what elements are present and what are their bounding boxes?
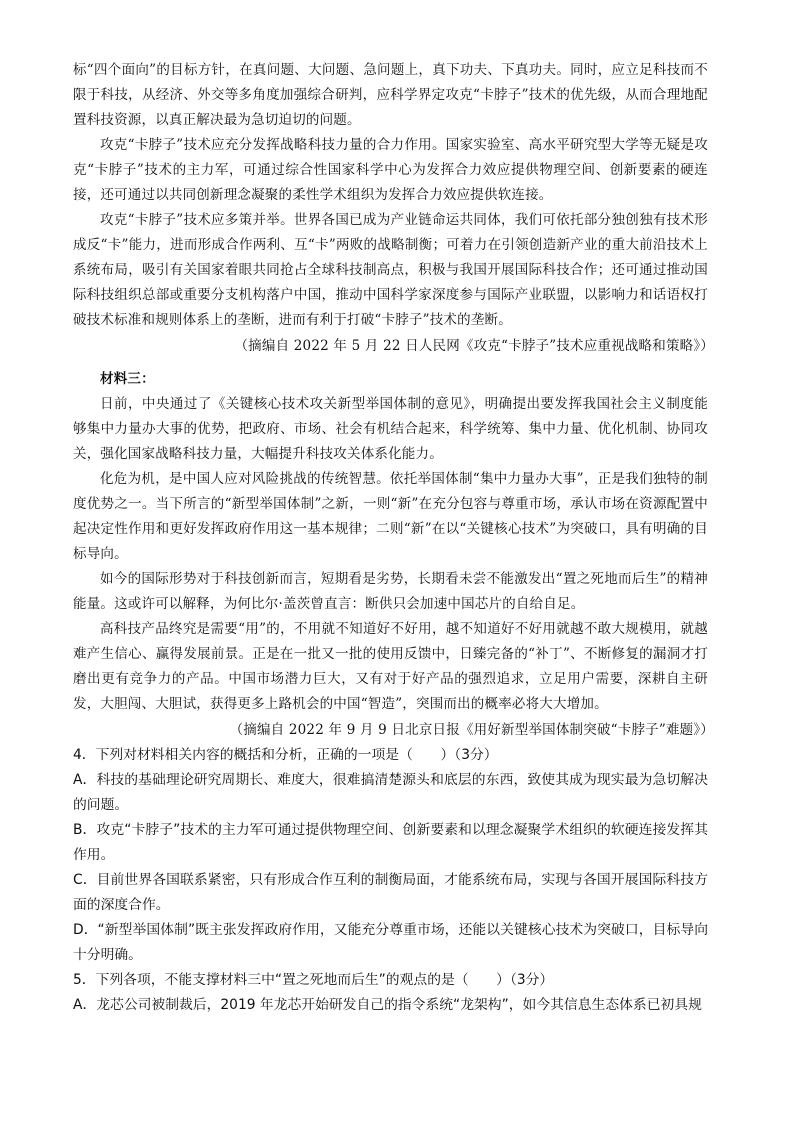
question-stem: 5．下列各项，不能支撑材料三中“置之死地而后生”的观点的是（ ）（3分） [73, 972, 554, 988]
paragraph: 标“四个面向”的目标方针，在真问题、大问题、急问题上，真下功夫、下真功夫。同时，应立足科技而不限于科技，从经济、外交等多角度加强综合研判，应科学界定攻克“卡脖子”技术的优先级，从而合理地配置科技资源，以真正解决最为急切迫切的问题。 [73, 62, 708, 128]
paragraph: 化危为机，是中国人应对风险挑战的传统智慧。依托举国体制“集中力量办大事”，正是我们独特的制度优势之一。当下所言的“新型举国体制”之新，一则“新”在充分包容与尊重市场，承认市场在资源配置中起决定性作用和更好发挥政府作用这一基本规律；二则“新”在以“关键核心技术”为突破口，具有明确的目标导向。 [73, 471, 708, 562]
answer-option-a: A．科技的基础理论研究周期长、难度大，很难搞清楚源头和底层的东西，致使其成为现实最为急切解决的问题。 [73, 772, 708, 813]
paragraph: 攻克“卡脖子”技术应充分发挥战略科技力量的合力作用。国家实验室、高水平研究型大学等无疑是攻克“卡脖子”技术的主力军，可通过综合性国家科学中心为发挥合力效应提供物理空间、创新要素的硬连接，还可通过以共同创新理念凝聚的柔性学术组织为发挥合力效应提供软连接。 [73, 137, 708, 203]
question-five [73, 968, 708, 1018]
question-stem: 4．下列对材料相关内容的概括和分析，正确的一项是（ ）（3分） [73, 747, 498, 763]
material-two-section [73, 58, 714, 359]
paragraph: 攻克“卡脖子”技术应多策并举。世界各国已成为产业链命运共同体，我们可依托部分独创独有技术形成反“卡”能力，进而形成合作两利、互“卡”两败的战略制衡；可着力在引领创造新产业的重大前沿技术上系统布局，吸引有关国家着眼共同抢占全球科技制高点，积极与我国开展国际科技合作；还可通过推动国际科技组织总部或重要分支机构落户中国，推动中国科学家深度参与国际产业联盟，以影响力和话语权打破技术标准和规则体系上的垄断，进而有利于打破“卡脖子”技术的垄断。 [73, 212, 708, 328]
answer-option-b: B．攻克“卡脖子”技术的主力军可通过提供物理空间、创新要素和以理念凝聚学术组织的软硬连接发挥其作用。 [73, 822, 708, 863]
source-citation: （摘编自 2022 年 5 月 22 日人民网《攻克“卡脖子”技术应重视战略和策略》） [234, 338, 714, 354]
source-citation: （摘编自 2022 年 9 月 9 日北京日报《用好新型举国体制突破“卡脖子”难题》） [229, 722, 714, 738]
paragraph: 高科技产品终究是需要“用”的，不用就不知道好不好用，越不知道好不好用就越不敢大规模用，就越难产生信心、赢得发展前景。正是在一批又一批的使用反馈中，日臻完备的“补丁”、不断修复的漏洞才打磨出更有竞争力的产品。中国市场潜力巨大，又有对于好产品的强烈追求，立足用户需要，深耕自主研发，大胆闯、大胆试，获得更多上路机会的中国“智造”，突围而出的概率必将大大增加。 [73, 621, 708, 712]
answer-option-d: D．“新型举国体制”既主张发挥政府作用，又能充分尊重市场，还能以关键核心技术为突破口，目标导向十分明确。 [73, 922, 708, 963]
paragraph: 如今的国际形势对于科技创新而言，短期看是劣势，长期看未尝不能激发出“置之死地而后生”的精神能量。这或许可以解释，为何比尔·盖茨曾直言：断供只会加速中国芯片的自给自足。 [73, 571, 708, 612]
answer-option-a: A．龙芯公司被制裁后，2019 年龙芯开始研发自己的指令系统“龙架构”，如今其信息生态体系已初具规 [73, 997, 702, 1013]
answer-option-c: C．目前世界各国联系紧密，只有形成合作互利的制衡局面，才能系统布局，实现与各国开展国际科技方面的深度合作。 [73, 872, 708, 913]
paragraph: 日前，中央通过了《关键核心技术攻关新型举国体制的意见》，明确提出要发挥我国社会主义制度能够集中力量办大事的优势，把政府、市场、社会有机结合起来，科学统筹、集中力量、优化机制、协同攻关，强化国家战略科技力量，大幅提升科技攻关体系化能力。 [73, 396, 708, 462]
material-label: 材料三： [100, 371, 155, 387]
question-four [73, 743, 708, 968]
material-three-section [73, 367, 714, 743]
